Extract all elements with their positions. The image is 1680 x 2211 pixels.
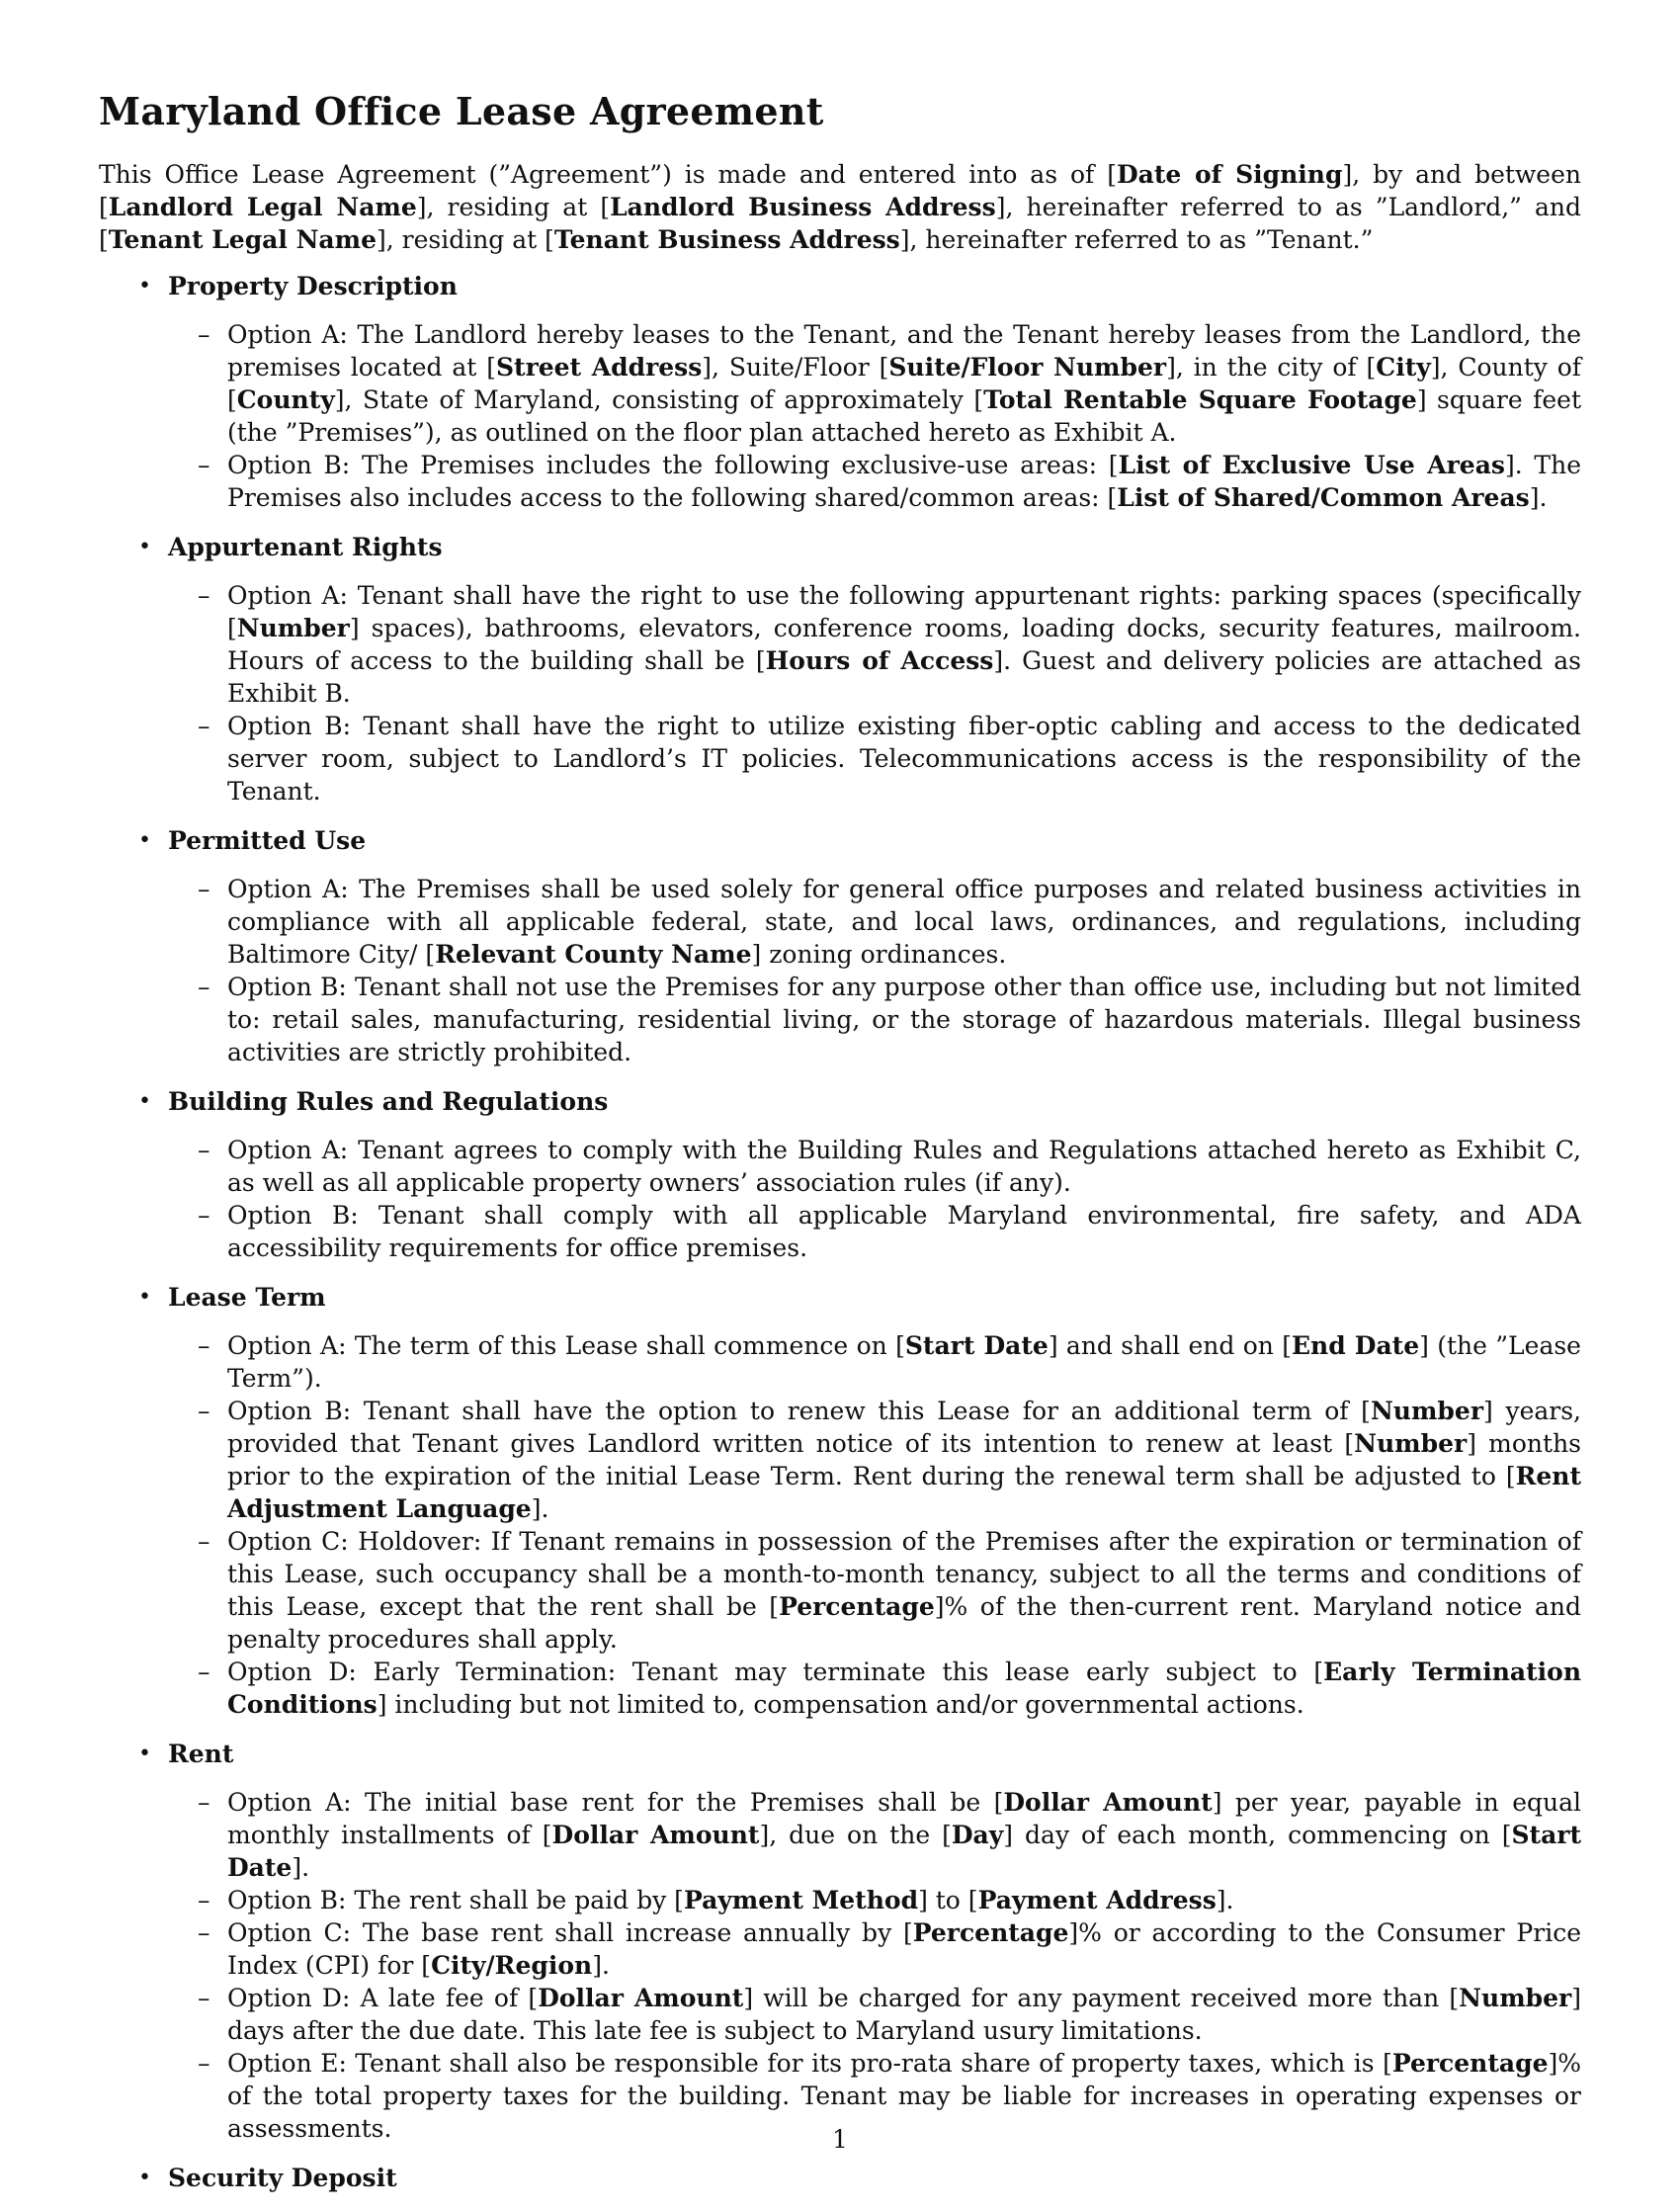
- text-run: ] spaces), bathrooms, elevators, conference rooms, loading docks, security features, mailroom. Hours of access to the building shall be [: [227, 614, 1581, 675]
- text-run: ] (the ”Lease Term”).: [227, 1331, 1581, 1393]
- text-run: ], residing at [: [416, 193, 611, 221]
- dash-icon: –: [198, 1527, 210, 1556]
- placeholder-field: Dollar Amount: [551, 1821, 760, 1849]
- placeholder-field: County: [236, 385, 335, 414]
- option-item: [168, 873, 1581, 971]
- placeholder-field: Start Date: [227, 1821, 1581, 1882]
- option-item: [168, 449, 1581, 514]
- text-run: ] square feet (the ”Premises”), as outlined on the floor plan attached hereto as Exhibit A.: [227, 385, 1582, 447]
- document-page: [99, 87, 1581, 2211]
- text-run: ].: [592, 1951, 610, 1980]
- option-list: [168, 1134, 1581, 1264]
- text-run: Option B: The Premises includes the following exclusive-use areas: [: [227, 451, 1119, 479]
- text-run: Option B: The rent shall be paid by [: [227, 1886, 684, 1914]
- option-item: [168, 318, 1581, 449]
- dash-icon: –: [198, 1201, 210, 1230]
- dash-icon: –: [198, 1331, 210, 1360]
- text-run: Option A: The term of this Lease shall commence on [: [227, 1331, 905, 1360]
- dash-icon: –: [198, 2049, 210, 2078]
- text-run: ], in the city of [: [1166, 353, 1377, 382]
- option-list: [168, 1329, 1581, 1721]
- option-list: [168, 579, 1581, 808]
- dash-icon: –: [198, 581, 210, 610]
- option-item: [168, 1916, 1581, 1982]
- text-run: ], due on the [: [759, 1821, 952, 1849]
- section-item: [99, 1281, 1581, 1721]
- option-list: [168, 1786, 1581, 2145]
- placeholder-field: Tenant Legal Name: [108, 225, 377, 254]
- text-run: Option D: Early Termination: Tenant may terminate this lease early subject to [: [227, 1658, 1324, 1686]
- section-item: [99, 270, 1581, 514]
- text-run: Option B: Tenant shall have the option to renew this Lease for an additional term of [: [227, 1397, 1371, 1425]
- option-item: [168, 1884, 1581, 1916]
- section-item: [99, 1738, 1581, 2145]
- dash-icon: –: [198, 1984, 210, 2012]
- text-run: ] days after the due date. This late fee is subject to Maryland usury limitations.: [227, 1984, 1581, 2045]
- text-run: This Office Lease Agreement (”Agreement”) is made and entered into as of [: [99, 160, 1117, 189]
- section-list: [99, 270, 1581, 2194]
- text-run: ], hereinafter referred to as ”Tenant.”: [899, 225, 1374, 254]
- placeholder-field: Landlord Legal Name: [108, 193, 417, 221]
- placeholder-field: Suite/Floor Number: [888, 353, 1167, 382]
- page-number: 1: [832, 2125, 848, 2154]
- placeholder-field: Relevant County Name: [435, 940, 752, 969]
- text-run: Option A: The Landlord hereby leases to the Tenant, and the Tenant hereby leases from the Landlord, the premises located at [: [227, 320, 1581, 382]
- placeholder-field: City/Region: [431, 1951, 593, 1980]
- section-title: Appurtenant Rights: [168, 533, 443, 561]
- text-run: ] years, provided that Tenant gives Landlord written notice of its intention to renew at least [: [227, 1397, 1581, 1458]
- placeholder-field: List of Exclusive Use Areas: [1118, 451, 1505, 479]
- bullet-icon: •: [138, 1285, 151, 1310]
- text-run: ], State of Maryland, consisting of approximately [: [334, 385, 984, 414]
- placeholder-field: Number: [236, 614, 350, 642]
- text-run: ], residing at [: [376, 225, 554, 254]
- option-item: [168, 1525, 1581, 1656]
- dash-icon: –: [198, 320, 210, 349]
- text-run: Option B: Tenant shall not use the Premises for any purpose other than office use, including but not limited to: retail sales, manufacturing, residential living, or the storage of hazardous materials. Illegal business activities are strictly prohibited.: [227, 973, 1581, 1066]
- placeholder-field: Start Date: [904, 1331, 1049, 1360]
- bullet-icon: •: [138, 1089, 151, 1114]
- bullet-icon: •: [138, 1742, 151, 1766]
- placeholder-field: Number: [1370, 1397, 1483, 1425]
- placeholder-field: Payment Method: [683, 1886, 919, 1914]
- text-run: ]% of the total property taxes for the building. Tenant may be liable for increases in operating expenses or assessments.: [227, 2049, 1581, 2143]
- text-run: ] per year, payable in equal monthly installments of [: [227, 1788, 1581, 1849]
- section-title: Security Deposit: [168, 2164, 397, 2192]
- text-run: ] months prior to the expiration of the initial Lease Term. Rent during the renewal term shall be adjusted to [: [227, 1429, 1582, 1490]
- bullet-icon: •: [138, 2166, 151, 2190]
- text-run: ] including but not limited to, compensation and/or governmental actions.: [377, 1690, 1304, 1719]
- placeholder-field: Tenant Business Address: [553, 225, 900, 254]
- placeholder-field: List of Shared/Common Areas: [1117, 483, 1530, 512]
- placeholder-field: Total Rentable Square Footage: [983, 385, 1417, 414]
- dash-icon: –: [198, 712, 210, 740]
- section-title: Building Rules and Regulations: [168, 1087, 609, 1116]
- placeholder-field: End Date: [1291, 1331, 1420, 1360]
- text-run: Option A: The Premises shall be used solely for general office purposes and related business activities in compliance with all applicable federal, state, and local laws, ordinances, and regulations, including Baltimore City/ [: [227, 875, 1581, 969]
- dash-icon: –: [198, 1136, 210, 1164]
- dash-icon: –: [198, 1788, 210, 1817]
- placeholder-field: Percentage: [779, 1592, 935, 1621]
- text-run: Option A: Tenant agrees to comply with the Building Rules and Regulations attached hereto as Exhibit C, as well as all applicable property owners’ association rules (if any).: [227, 1136, 1581, 1197]
- dash-icon: –: [198, 1886, 210, 1914]
- placeholder-field: Early Termination Conditions: [227, 1658, 1582, 1719]
- text-run: ], hereinafter referred to as ”Landlord,” and [: [99, 193, 1582, 254]
- text-run: Option A: Tenant shall have the right to use the following appurtenant rights: parking spaces (specifically [: [227, 581, 1581, 642]
- option-item: [168, 579, 1581, 710]
- placeholder-field: Dollar Amount: [538, 1984, 744, 2012]
- option-item: [168, 1134, 1581, 1199]
- option-item: [168, 1786, 1581, 1884]
- section-item: [99, 824, 1581, 1068]
- placeholder-field: Day: [951, 1821, 1004, 1849]
- placeholder-field: City: [1376, 353, 1431, 382]
- intro-paragraph: [99, 158, 1581, 256]
- dash-icon: –: [198, 1397, 210, 1425]
- placeholder-field: Dollar Amount: [1003, 1788, 1213, 1817]
- placeholder-field: Percentage: [1391, 2049, 1549, 2078]
- placeholder-field: Date of Signing: [1116, 160, 1343, 189]
- text-run: ]% or according to the Consumer Price Index (CPI) for [: [227, 1918, 1581, 1980]
- text-run: Option B: Tenant shall have the right to utilize existing fiber-optic cabling and access to the dedicated server room, subject to Landlord’s IT policies. Telecommunications access is the responsibility of the Tenant.: [227, 712, 1581, 806]
- placeholder-field: Rent Adjustment Language: [227, 1462, 1581, 1523]
- text-run: Option C: Holdover: If Tenant remains in possession of the Premises after the expiration or termination of this Lease, such occupancy shall be a month-to-month tenancy, subject to all the terms and conditions of this Lease, except that the rent shall be [: [227, 1527, 1581, 1621]
- text-run: ].: [531, 1494, 549, 1523]
- bullet-icon: •: [138, 274, 151, 298]
- section-item: [99, 1085, 1581, 1264]
- text-run: ], by and between [: [99, 160, 1581, 221]
- placeholder-field: Hours of Access: [765, 646, 994, 675]
- dash-icon: –: [198, 973, 210, 1001]
- text-run: ] to [: [918, 1886, 978, 1914]
- option-item: [168, 1982, 1581, 2047]
- option-item: [168, 1329, 1581, 1395]
- option-item: [168, 1395, 1581, 1525]
- text-run: ] day of each month, commencing on [: [1003, 1821, 1512, 1849]
- text-run: ]. The Premises also includes access to the following shared/common areas: [: [227, 451, 1581, 512]
- text-run: Option A: The initial base rent for the Premises shall be [: [227, 1788, 1004, 1817]
- dash-icon: –: [198, 875, 210, 903]
- placeholder-field: Number: [1459, 1984, 1572, 2012]
- dash-icon: –: [198, 1658, 210, 1686]
- placeholder-field: Street Address: [495, 353, 703, 382]
- page-title: Maryland Office Lease Agreement: [99, 89, 824, 133]
- option-list: [168, 873, 1581, 1068]
- option-item: [168, 710, 1581, 808]
- text-run: ].: [1529, 483, 1548, 512]
- option-list: [168, 318, 1581, 514]
- placeholder-field: Percentage: [912, 1918, 1069, 1947]
- text-run: ].: [292, 1853, 310, 1882]
- section-item: [99, 2162, 1581, 2194]
- section-title: Rent: [168, 1740, 234, 1768]
- text-run: Option B: Tenant shall comply with all applicable Maryland environmental, fire safety, and ADA accessibility requirements for office premises.: [227, 1201, 1581, 1262]
- placeholder-field: Number: [1354, 1429, 1468, 1458]
- option-item: [168, 1656, 1581, 1721]
- text-run: ].: [1216, 1886, 1234, 1914]
- placeholder-field: Payment Address: [977, 1886, 1217, 1914]
- text-run: ] and shall end on [: [1048, 1331, 1292, 1360]
- text-run: Option E: Tenant shall also be responsible for its pro-rata share of property taxes, which is [: [227, 2049, 1392, 2078]
- text-run: ], County of [: [227, 353, 1582, 414]
- option-item: [168, 1199, 1581, 1264]
- text-run: ] zoning ordinances.: [751, 940, 1007, 969]
- dash-icon: –: [198, 451, 210, 479]
- option-item: [168, 971, 1581, 1068]
- bullet-icon: •: [138, 828, 151, 853]
- text-run: Option D: A late fee of [: [227, 1984, 539, 2012]
- text-run: Option C: The base rent shall increase annually by [: [227, 1918, 913, 1947]
- section-title: Permitted Use: [168, 826, 367, 855]
- section-title: Lease Term: [168, 1283, 326, 1312]
- text-run: ], Suite/Floor [: [702, 353, 889, 382]
- text-run: ]% of the then-current rent. Maryland notice and penalty procedures shall apply.: [227, 1592, 1581, 1654]
- section-title: Property Description: [168, 272, 458, 300]
- text-run: ] will be charged for any payment received more than [: [743, 1984, 1460, 2012]
- dash-icon: –: [198, 1918, 210, 1947]
- text-run: ]. Guest and delivery policies are attached as Exhibit B.: [227, 646, 1582, 708]
- bullet-icon: •: [138, 535, 151, 559]
- section-item: [99, 531, 1581, 808]
- placeholder-field: Landlord Business Address: [610, 193, 996, 221]
